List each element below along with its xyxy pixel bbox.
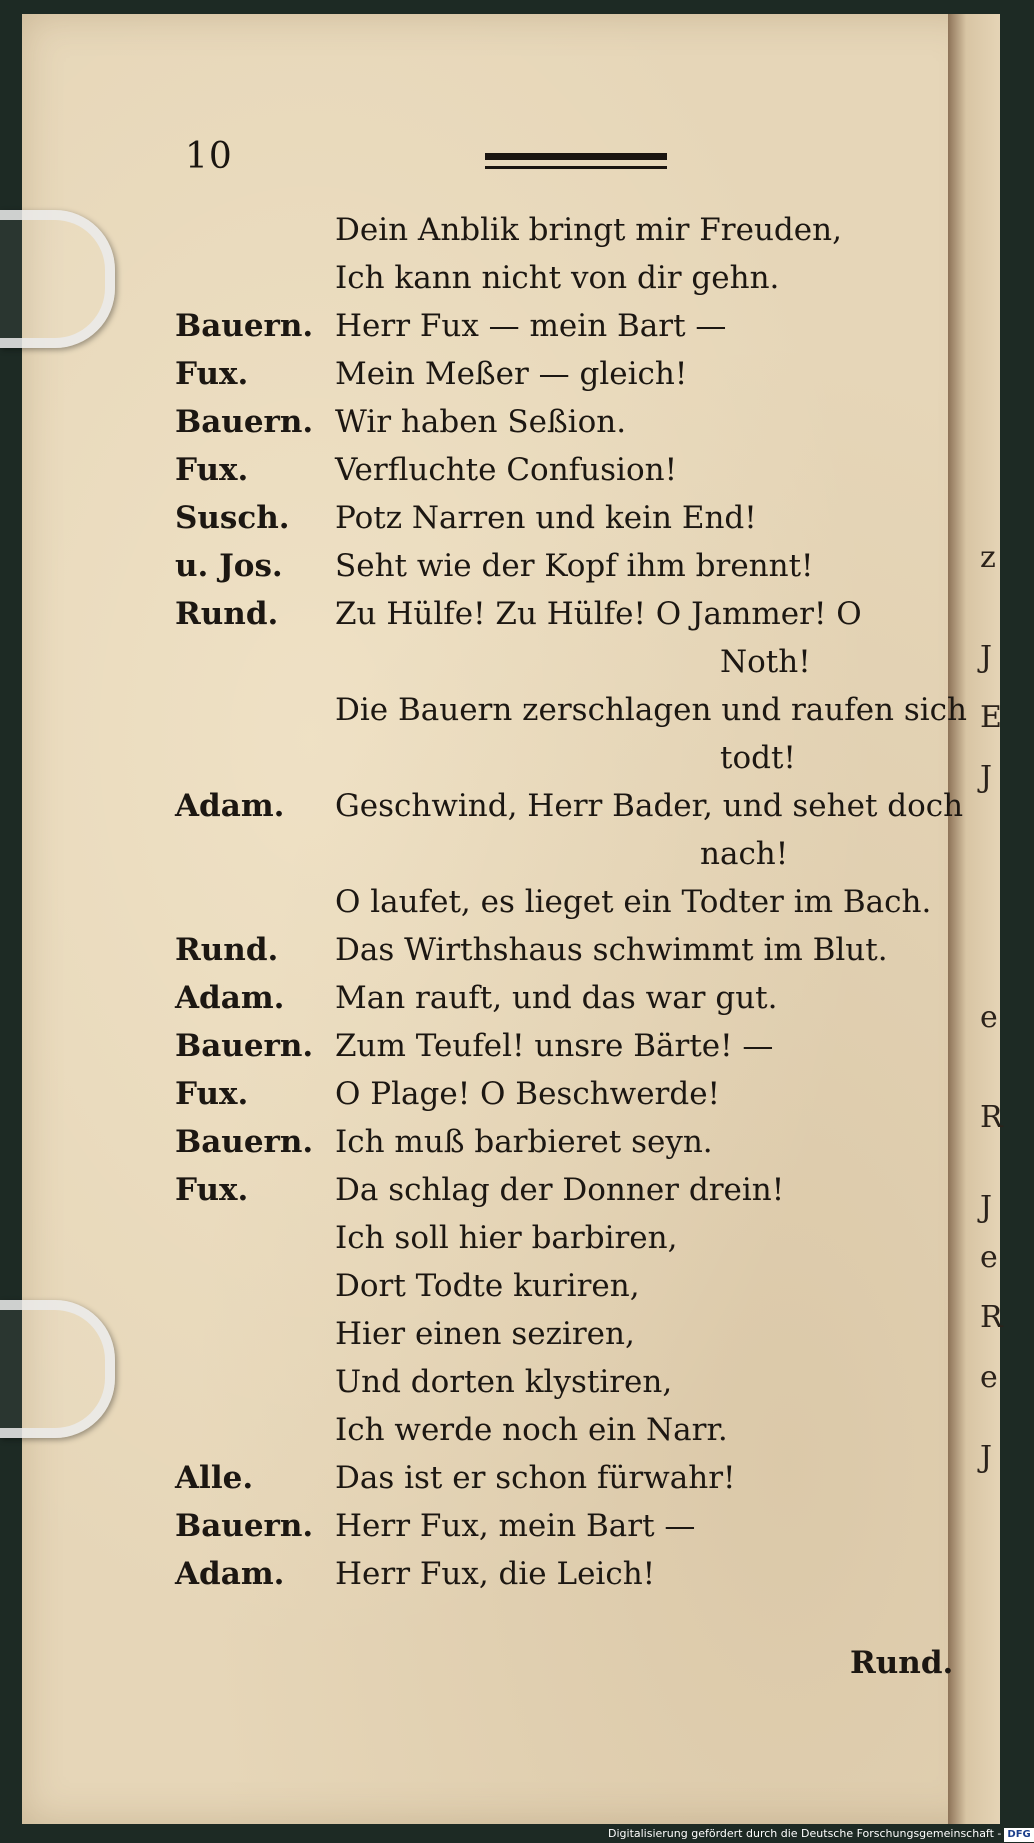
speaker-label: Fux.	[175, 1076, 249, 1112]
speaker-label: Fux.	[175, 1172, 249, 1208]
catchword: Rund.	[850, 1645, 954, 1681]
speaker-label: Bauern.	[175, 1028, 314, 1064]
verse-line: Ich muß barbieret seyn.	[335, 1124, 713, 1160]
verse-line: Ich soll hier barbiren,	[335, 1220, 678, 1256]
facing-page-letter: R	[980, 1100, 1003, 1135]
verse-line: Herr Fux, die Leich!	[335, 1556, 656, 1592]
verse-line: Die Bauern zerschlagen und raufen sich	[335, 692, 968, 728]
speaker-label: Fux.	[175, 356, 249, 392]
verse-line: Man rauft, und das war gut.	[335, 980, 778, 1016]
speaker-label: Bauern.	[175, 404, 314, 440]
verse-line: nach!	[700, 836, 789, 872]
verse-line: Herr Fux — mein Bart —	[335, 308, 727, 344]
speaker-label: Bauern.	[175, 308, 314, 344]
digitization-footer	[608, 1824, 1034, 1843]
verse-line: Verfluchte Confusion!	[335, 452, 678, 488]
facing-page-edge	[948, 14, 1000, 1824]
facing-page-letter: J	[980, 640, 993, 675]
facing-page-letter: J	[980, 760, 993, 795]
verse-line: Zu Hülfe! Zu Hülfe! O Jammer! O	[335, 596, 862, 632]
verse-line: todt!	[720, 740, 796, 776]
speaker-label: Rund.	[175, 932, 279, 968]
facing-page-letter: E	[980, 700, 1002, 735]
facing-page-letter: e	[980, 1240, 998, 1275]
facing-page-letter: J	[980, 1440, 993, 1475]
verse-line: Mein Meßer — gleich!	[335, 356, 688, 392]
facing-page-letter: e	[980, 1000, 998, 1035]
footer-text: Digitalisierung gefördert durch die Deutsche Forschungsgemeinschaft -	[608, 1827, 1002, 1840]
dfg-logo: DFG	[1004, 1828, 1033, 1842]
speaker-label: Bauern.	[175, 1124, 314, 1160]
verse-line: O Plage! O Beschwerde!	[335, 1076, 721, 1112]
speaker-label: Alle.	[175, 1460, 254, 1496]
facing-page-letter: e	[980, 1360, 998, 1395]
speaker-label: Susch.	[175, 500, 290, 536]
speaker-label: Adam.	[175, 980, 285, 1016]
verse-line: Geschwind, Herr Bader, und sehet doch	[335, 788, 964, 824]
verse-line: Das Wirthshaus schwimmt im Blut.	[335, 932, 888, 968]
verse-line: Hier einen seziren,	[335, 1316, 635, 1352]
page-clip	[0, 210, 115, 348]
speaker-label: Rund.	[175, 596, 279, 632]
speaker-label: Adam.	[175, 788, 285, 824]
facing-page-letter: J	[980, 1190, 993, 1225]
verse-line: Noth!	[720, 644, 811, 680]
speaker-label: Fux.	[175, 452, 249, 488]
verse-line: Herr Fux, mein Bart —	[335, 1508, 696, 1544]
verse-line: Ich kann nicht von dir gehn.	[335, 260, 780, 296]
verse-line: Zum Teufel! unsre Bärte! —	[335, 1028, 774, 1064]
page-number: 10	[185, 136, 233, 177]
header-rule	[485, 153, 667, 160]
verse-line: Dort Todte kuriren,	[335, 1268, 640, 1304]
speaker-label: Bauern.	[175, 1508, 314, 1544]
header-rule	[485, 166, 667, 169]
verse-line: Und dorten klystiren,	[335, 1364, 673, 1400]
verse-line: Das ist er schon fürwahr!	[335, 1460, 736, 1496]
speaker-label: u. Jos.	[175, 548, 283, 584]
verse-line: Potz Narren und kein End!	[335, 500, 757, 536]
verse-line: O laufet, es lieget ein Todter im Bach.	[335, 884, 932, 920]
verse-line: Seht wie der Kopf ihm brennt!	[335, 548, 814, 584]
verse-line: Da schlag der Donner drein!	[335, 1172, 785, 1208]
speaker-label: Adam.	[175, 1556, 285, 1592]
verse-line: Ich werde noch ein Narr.	[335, 1412, 728, 1448]
verse-line: Dein Anblik bringt mir Freuden,	[335, 212, 842, 248]
page-clip	[0, 1300, 115, 1438]
facing-page-letter: R	[980, 1300, 1003, 1335]
facing-page-letter: z	[980, 540, 996, 575]
verse-line: Wir haben Seßion.	[335, 404, 627, 440]
